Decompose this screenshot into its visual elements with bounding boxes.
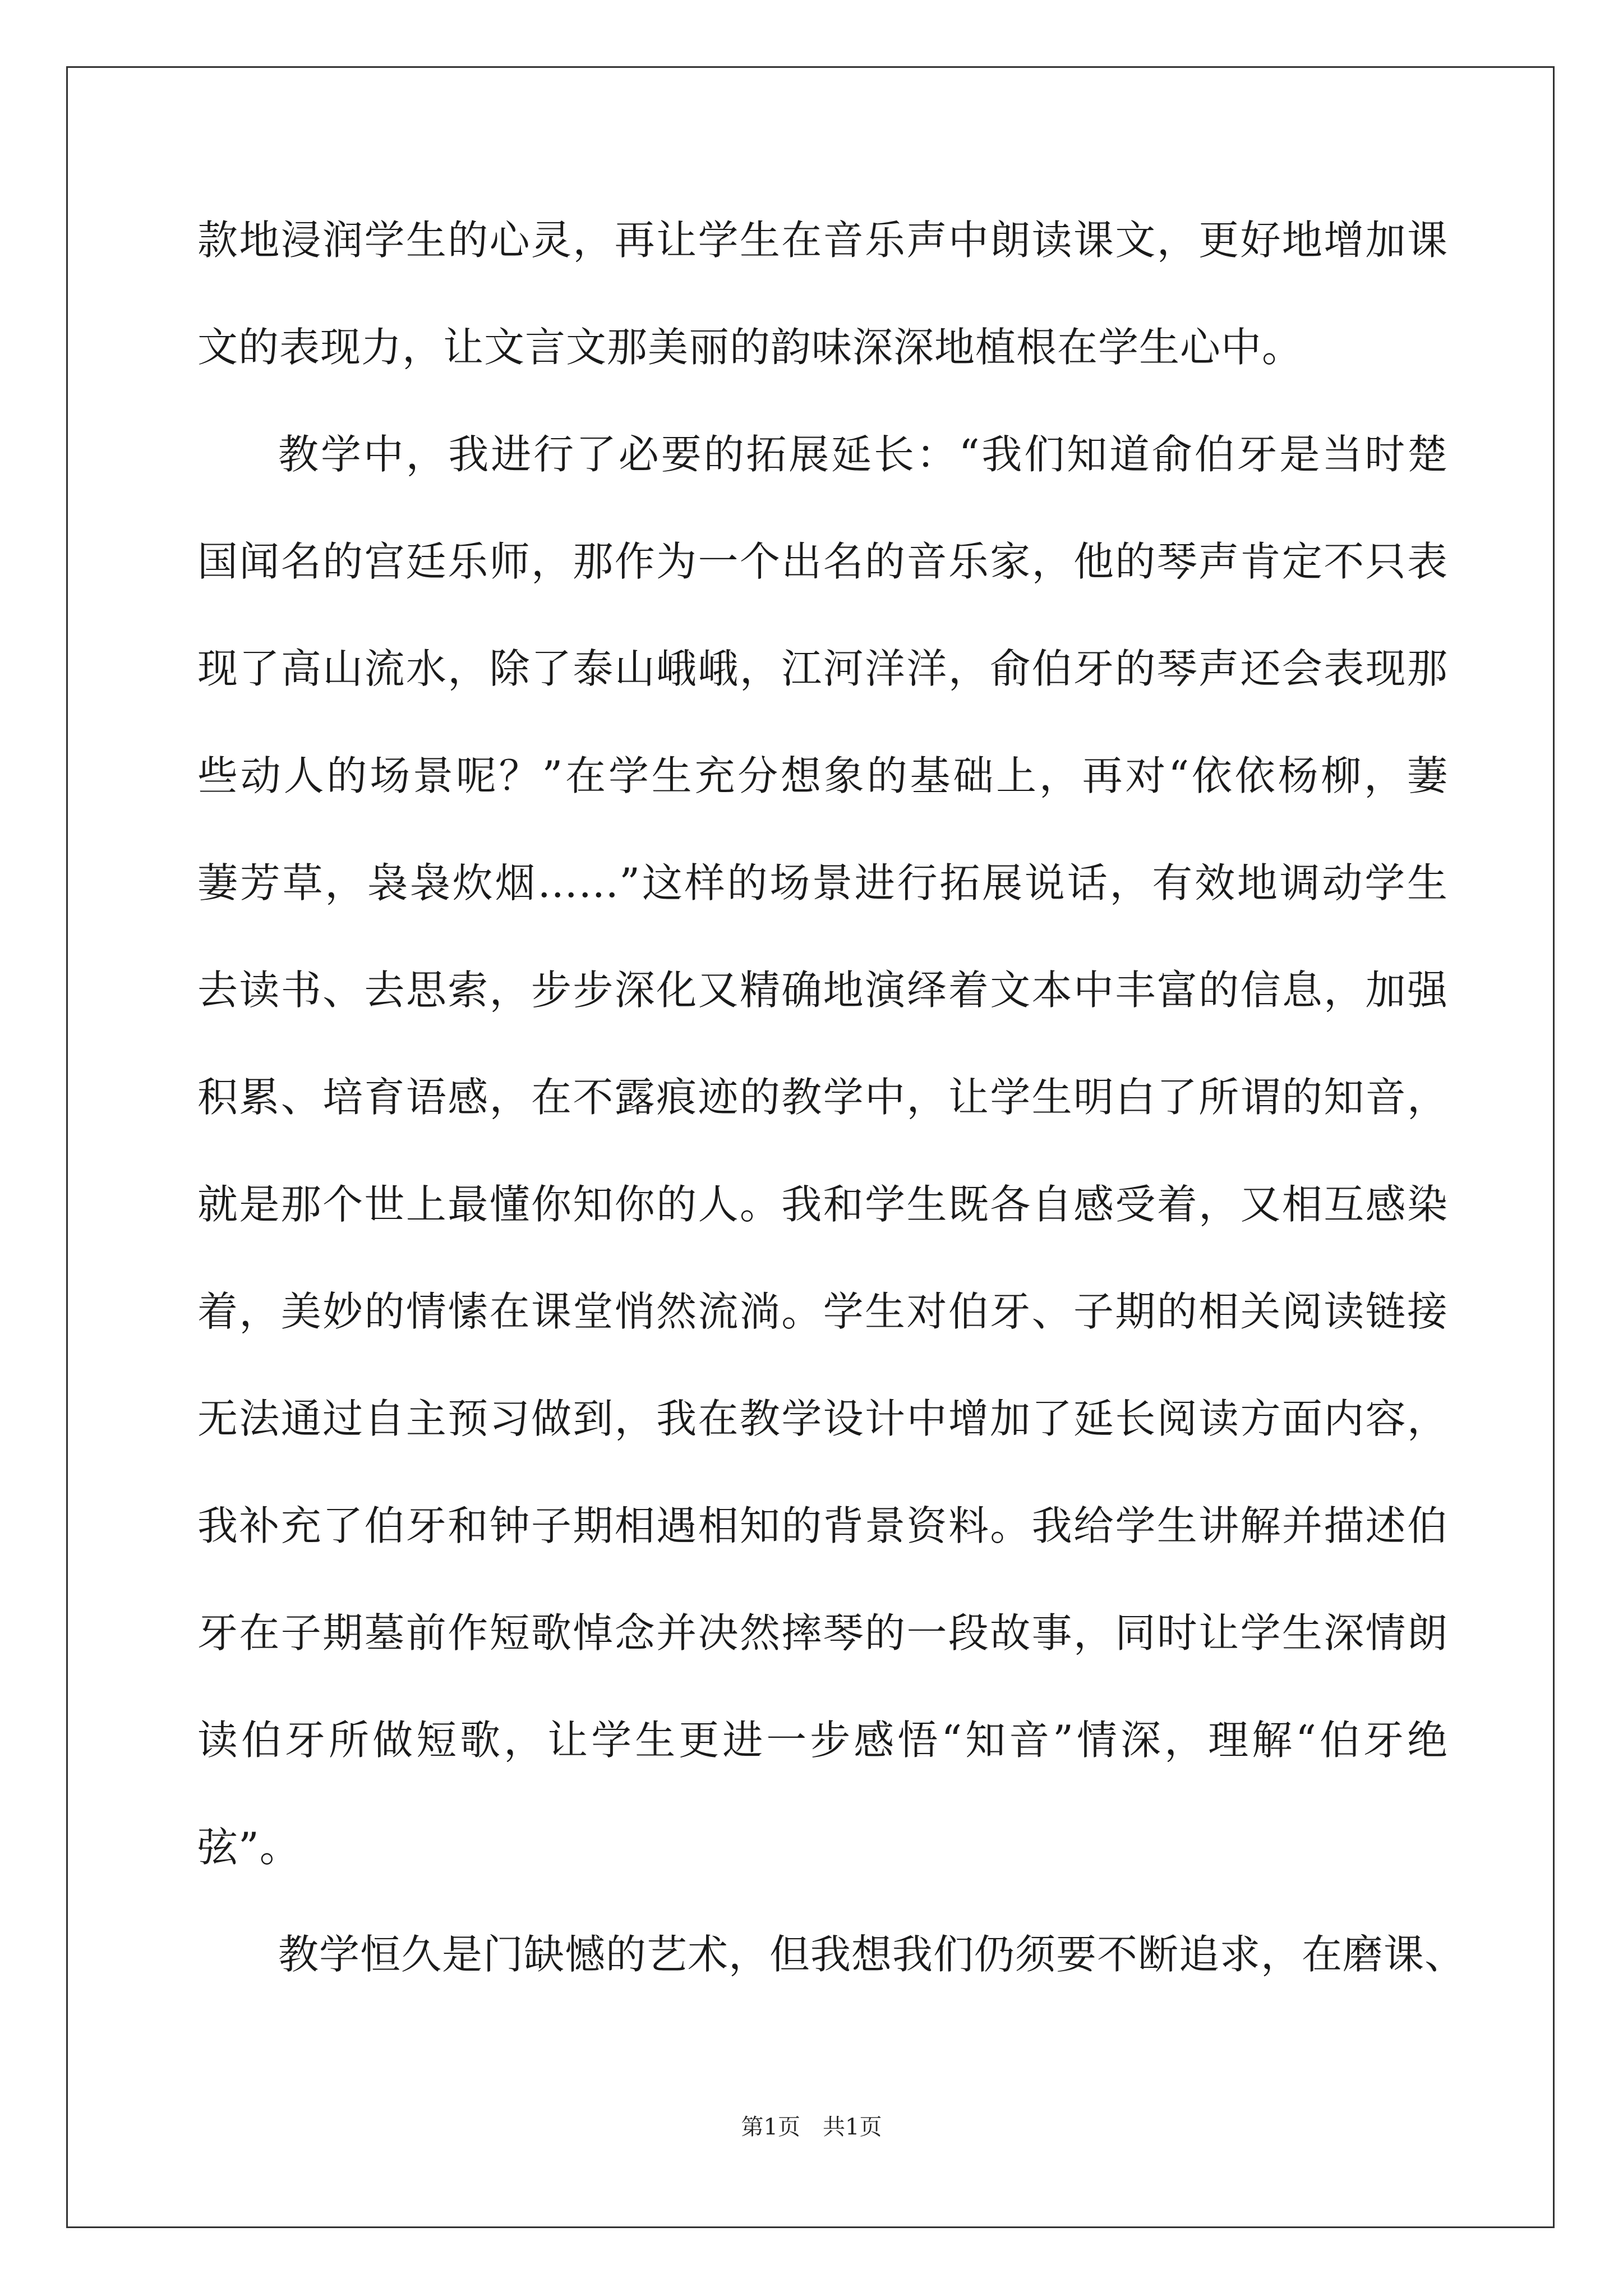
text-line: 现了高山流水，除了泰山峨峨，江河洋洋，俞伯牙的琴声还会表现那 xyxy=(197,645,1448,692)
text-line: 萋芳草，袅袅炊烟……”这样的场景进行拓展说话，有效地调动学生 xyxy=(197,859,1448,907)
text-line: 牙在子期墓前作短歌悼念并决然摔琴的一段故事，同时让学生深情朗 xyxy=(197,1609,1448,1657)
text-line: 款地浸润学生的心灵，再让学生在音乐声中朗读课文，更好地增加课 xyxy=(197,217,1448,264)
text-line: 些动人的场景呢？”在学生充分想象的基础上，再对“依依杨柳，萋 xyxy=(197,752,1448,799)
text-line: 就是那个世上最懂你知你的人。我和学生既各自感受着，又相互感染 xyxy=(197,1181,1448,1228)
document-body xyxy=(197,212,1466,2033)
text-line: 积累、培育语感，在不露痕迹的教学中，让学生明白了所谓的知音， xyxy=(197,1074,1448,1121)
paragraph-start-line: 教学恒久是门缺憾的艺术，但我想我们仍须要不断追求，在磨课、 xyxy=(278,1931,1466,1978)
paragraph-start-line: 教学中，我进行了必要的拓展延长：“我们知道俞伯牙是当时楚 xyxy=(278,431,1448,478)
text-line: 我补充了伯牙和钟子期相遇相知的背景资料。我给学生讲解并描述伯 xyxy=(197,1502,1448,1549)
text-line: 读伯牙所做短歌，让学生更进一步感悟“知音”情深，理解“伯牙绝 xyxy=(197,1717,1448,1764)
text-line: 弦”。 xyxy=(197,1824,301,1871)
text-line: 去读书、去思索，步步深化又精确地演绎着文本中丰富的信息，加强 xyxy=(197,967,1448,1014)
text-line: 文的表现力，让文言文那美丽的韵味深深地植根在学生心中。 xyxy=(197,324,1303,371)
text-line: 无法通过自主预习做到，我在教学设计中增加了延长阅读方面内容， xyxy=(197,1395,1448,1442)
page-number-footer: 第1页 共1页 xyxy=(741,2114,882,2140)
text-line: 着，美妙的情愫在课堂悄然流淌。学生对伯牙、子期的相关阅读链接 xyxy=(197,1288,1448,1335)
text-line: 国闻名的宫廷乐师，那作为一个出名的音乐家，他的琴声肯定不只表 xyxy=(197,538,1448,585)
